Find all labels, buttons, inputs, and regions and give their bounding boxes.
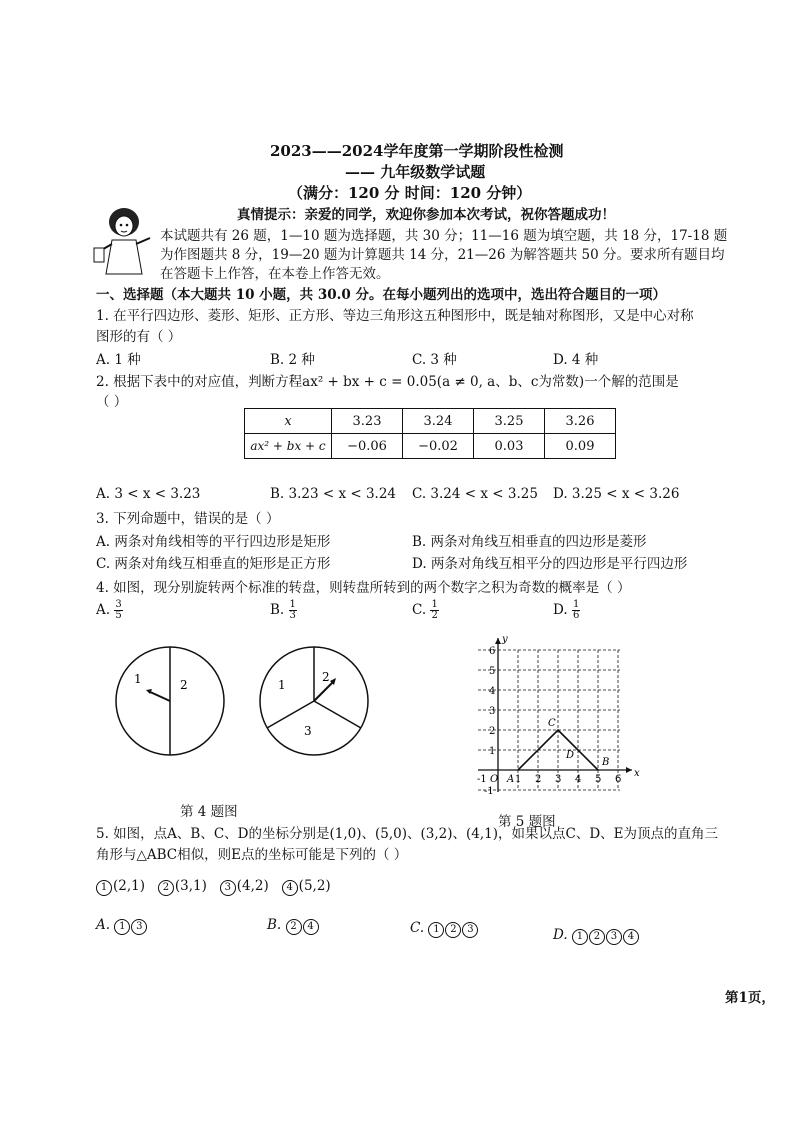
y-tick: 4	[489, 686, 496, 697]
table-cell: 0.03	[474, 434, 545, 459]
q2-text-line-2: （ ）	[96, 394, 128, 410]
intro-line-2: 本试题共有 26 题，1—10 题为选择题，共 30 分；11—16 题为填空题，共 18 分，17-18 题	[160, 228, 728, 244]
option-label: B.	[267, 917, 282, 933]
q5-option-a	[96, 917, 148, 935]
q5-text-line-2: 角形与△ABC相似，则E点的坐标可能是下列的（ ）	[96, 847, 408, 863]
option-label: C.	[410, 920, 425, 936]
point-b-label: B	[602, 757, 610, 768]
x-tick: 2	[535, 774, 542, 785]
table-cell: x	[245, 409, 332, 434]
score-time: （满分：120 分 时间：120 分钟）	[288, 184, 532, 202]
q5-coordinate-graph	[470, 632, 650, 802]
x-tick: 6	[615, 774, 622, 785]
page-title: 2023——2024学年度第一学期阶段性检测	[270, 142, 564, 160]
q4-figure-caption: 第 4 题图	[180, 804, 238, 820]
spinner-1-label-2: 2	[180, 678, 188, 692]
intro-line-1: 真情提示：亲爱的同学，欢迎你参加本次考试，祝你答题成功！	[237, 207, 615, 223]
point-a-label: A	[507, 774, 515, 785]
q2-option-b: B. 3.23 < x < 3.24	[270, 486, 397, 502]
q1-text-line-1: 1. 在平行四边形、菱形、矩形、正方形、等边三角形这五种图形中，既是轴对称图形，又是中心对称	[96, 308, 694, 324]
x-tick: 5	[595, 774, 602, 785]
circled-number: 1	[96, 880, 112, 896]
choice-item	[158, 878, 207, 894]
choice-coord: (5,2)	[298, 878, 331, 894]
q4-option-d	[553, 600, 580, 621]
denominator: 5	[115, 610, 122, 621]
q4-option-c	[412, 600, 439, 621]
q5-choices	[96, 878, 331, 896]
circled-number: 2	[445, 922, 461, 938]
spinner-1-label-1: 1	[134, 672, 142, 686]
q5-text-line-1: 5. 如图，点A、B、C、D的坐标分别是(1,0)、(5,0)、(3,2)、(4,1)，如果以点C、D、E为顶点的直角三	[96, 826, 719, 842]
table-cell: 0.09	[545, 434, 616, 459]
option-label: D.	[553, 602, 568, 618]
q1-option-a: A. 1 种	[96, 352, 141, 368]
q1-text-line-2: 图形的有（ ）	[96, 329, 182, 345]
spinner-1	[110, 645, 234, 759]
table-row	[245, 434, 616, 459]
denominator: 6	[572, 610, 580, 621]
origin-label: O	[490, 774, 499, 785]
fraction	[572, 600, 580, 621]
option-label: B.	[270, 602, 285, 618]
denominator: 2	[431, 610, 438, 621]
circled-number: 4	[282, 880, 298, 896]
numerator: 3	[115, 599, 122, 610]
option-label: A.	[96, 602, 111, 618]
section-heading: 一、选择题（本大题共 10 小题，共 30.0 分。在每小题列出的选项中，选出符合题目的一项）	[96, 287, 666, 303]
circled-number: 4	[303, 919, 319, 935]
q5-option-c	[410, 920, 479, 938]
table-row	[245, 409, 616, 434]
circled-number: 1	[572, 929, 588, 945]
table-cell: 3.25	[474, 409, 545, 434]
q2-option-d: D. 3.25 < x < 3.26	[553, 486, 680, 502]
choice-coord: (2,1)	[113, 878, 146, 894]
spinner-2	[254, 645, 378, 759]
q5-figure-caption: 第 5 题图	[498, 814, 556, 830]
circled-number: 1	[428, 922, 444, 938]
intro-line-4: 在答题卡上作答，在本卷上作答无效。	[160, 266, 390, 282]
choice-coord: (4,2)	[236, 878, 269, 894]
y-tick: 1	[489, 746, 496, 757]
circled-number: 3	[220, 880, 236, 896]
q1-option-c: C. 3 种	[412, 352, 457, 368]
y-tick: 5	[489, 666, 496, 677]
y-tick: 6	[489, 646, 496, 657]
q4-option-b	[270, 600, 297, 621]
circled-number: 2	[158, 880, 174, 896]
page-subtitle: —— 九年级数学试题	[345, 163, 486, 181]
table-cell: 3.23	[332, 409, 403, 434]
circled-number: 3	[462, 922, 478, 938]
y-tick: -1	[484, 786, 494, 797]
q3-option-d: D. 两条对角线互相平分的四边形是平行四边形	[412, 556, 688, 572]
choice-item	[282, 878, 331, 894]
fraction	[114, 600, 122, 621]
q4-option-a	[96, 600, 123, 621]
numerator: 1	[289, 599, 296, 610]
numerator: 1	[572, 599, 580, 610]
q5-option-b	[267, 917, 320, 935]
table-cell: 3.26	[545, 409, 616, 434]
q2-text-line-1: 2. 根据下表中的对应值，判断方程ax² + bx + c = 0.05(a ≠ 0, a、b、c为常数)一个解的范围是	[96, 374, 679, 390]
x-axis-label: x	[634, 768, 640, 779]
q3-option-c: C. 两条对角线互相垂直的矩形是正方形	[96, 556, 331, 572]
numerator: 1	[431, 599, 438, 610]
circled-number: 1	[114, 919, 130, 935]
q3-option-a: A. 两条对角线相等的平行四边形是矩形	[96, 534, 331, 550]
fraction	[430, 600, 438, 621]
spinner-2-label-2: 2	[322, 670, 330, 684]
q2-option-c: C. 3.24 < x < 3.25	[412, 486, 538, 502]
q1-option-b: B. 2 种	[270, 352, 315, 368]
teacher-cartoon-icon	[92, 204, 154, 276]
point-c-label: C	[548, 718, 556, 729]
choice-coord: (3,1)	[174, 878, 207, 894]
circled-number: 3	[606, 929, 622, 945]
option-label: D.	[553, 927, 568, 943]
x-tick: 1	[515, 774, 522, 785]
q4-text: 4. 如图，现分别旋转两个标准的转盘，则转盘所转到的两个数字之积为奇数的概率是（ ）	[96, 580, 631, 596]
page-number: 第1页，	[725, 990, 775, 1006]
intro-line-3: 为作图题共 8 分，19—20 题为计算题共 14 分，21—26 为解答题共 50 分。要求所有题目均	[160, 247, 725, 263]
y-axis-label: y	[502, 634, 508, 645]
table-cell: −0.02	[403, 434, 474, 459]
x-tick: 4	[575, 774, 582, 785]
spinner-2-label-1: 1	[278, 678, 286, 692]
fraction	[289, 600, 297, 621]
option-label: C.	[412, 602, 427, 618]
table-cell: −0.06	[332, 434, 403, 459]
table-cell: 3.24	[403, 409, 474, 434]
choice-item	[220, 878, 269, 894]
q2-option-a: A. 3 < x < 3.23	[96, 486, 201, 502]
y-tick: 2	[489, 726, 496, 737]
circled-number: 2	[286, 919, 302, 935]
choice-item	[96, 878, 145, 894]
spinner-2-label-3: 3	[304, 724, 312, 738]
q3-text: 3. 下列命题中，错误的是（ ）	[96, 511, 280, 527]
y-tick-neg1-x: -1	[477, 774, 487, 785]
q3-option-b: B. 两条对角线互相垂直的四边形是菱形	[412, 534, 647, 550]
x-tick: 3	[555, 774, 562, 785]
option-label: A.	[96, 917, 111, 933]
y-tick: 3	[489, 706, 496, 717]
circled-number: 3	[131, 919, 147, 935]
q1-option-d: D. 4 种	[553, 352, 599, 368]
q2-value-table	[244, 408, 616, 459]
circled-number: 2	[589, 929, 605, 945]
table-cell: ax² + bx + c	[245, 434, 332, 459]
point-d-label: D	[566, 750, 575, 761]
denominator: 3	[289, 610, 296, 621]
circled-number: 4	[623, 929, 639, 945]
q5-option-d	[553, 927, 640, 945]
